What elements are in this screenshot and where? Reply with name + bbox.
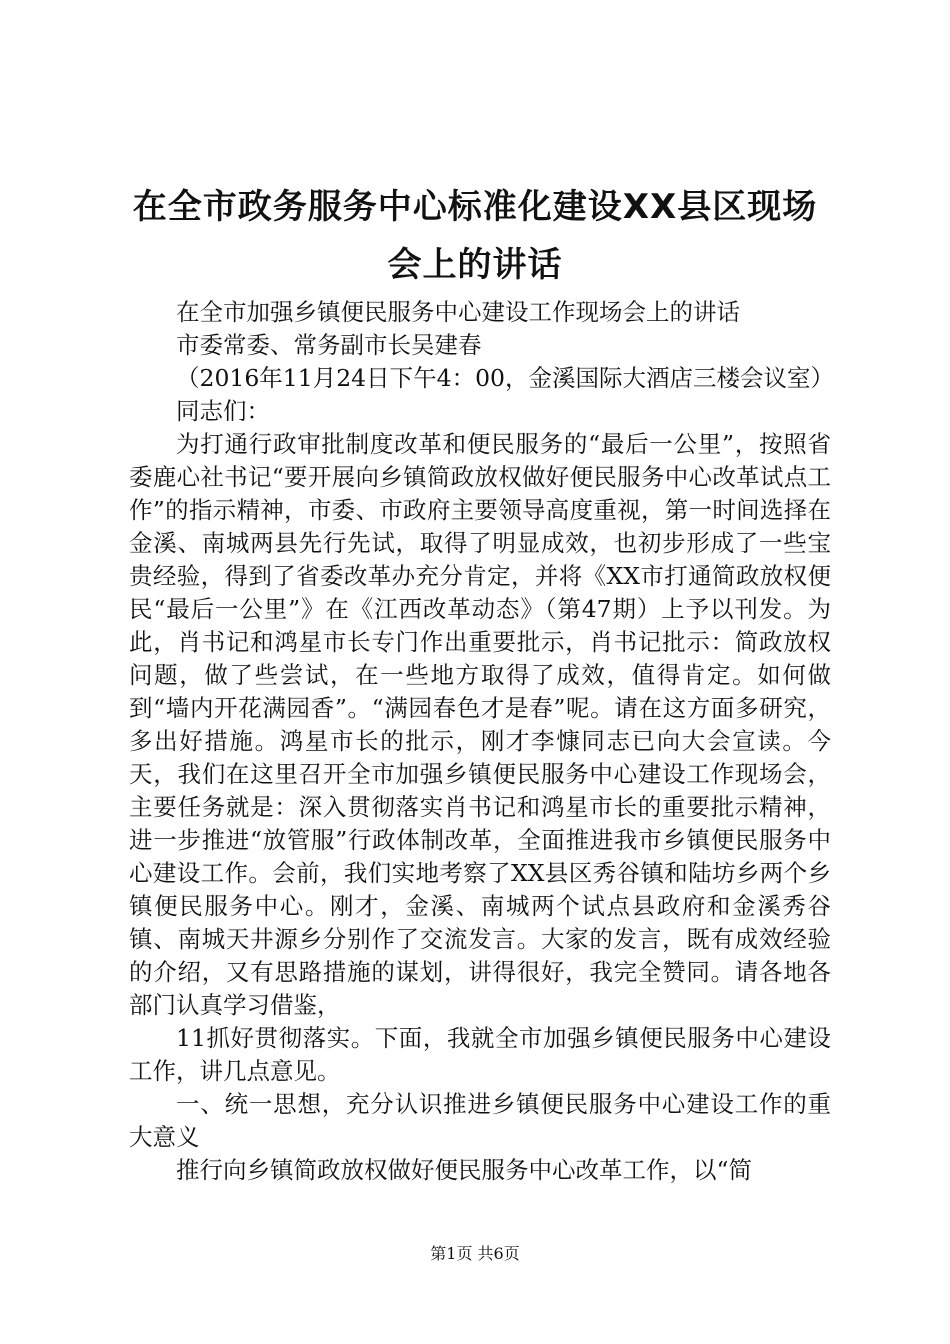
document-body bbox=[129, 296, 834, 1187]
body-paragraph: 11抓好贯彻落实。下面，我就全市加强乡镇便民服务中心建设工作，讲几点意见。 bbox=[129, 1024, 831, 1085]
speech-heading: 在全市加强乡镇便民服务中心建设工作现场会上的讲话 bbox=[176, 298, 740, 326]
body-paragraph: 为打通行政审批制度改革和便民服务的“最后一公里”，按照省委鹿心社书记“要开展向乡镇简政放权做好便民服务中心改革试点工作”的指示精神，市委、市政府主要领导高度重视，第一时间选择在金溪、南城两县先行先试，取得了明显成效，也初步形成了一些宝贵经验，得到了省委改革办充分肯定，并将《XX市打通简政放权便民“最后一公里”》在《江西改革动态》（第47期）上予以刊发。为此，肖书记和鸿星市长专门作出重要批示，肖书记批示：简政放权问题，做了些尝试，在一些地方取得了成效，值得肯定。如何做到“墙内开花满园香”。“满园春色才是春”呢。请在这方面多研究，多出好措施。鸿星市长的批示，刚才李慷同志已向大会宣读。今天，我们在这里召开全市加强乡镇便民服务中心建设工作现场会，主要任务就是：深入贯彻落实肖书记和鸿星市长的重要批示精神，进一步推进“放管服”行政体制改革，全面推进我市乡镇便民服务中心建设工作。会前，我们实地考察了XX县区秀谷镇和陆坊乡两个乡镇便民服务中心。刚才，金溪、南城两个试点县政府和金溪秀谷镇、南城天井源乡分别作了交流发言。大家的发言，既有成效经验的介绍，又有思路措施的谋划，讲得很好，我完全赞同。请各地各部门认真学习借鉴， bbox=[129, 430, 831, 1019]
section-heading: 一、统一思想，充分认识推进乡镇便民服务中心建设工作的重大意义 bbox=[129, 1090, 831, 1151]
salutation: 同志们： bbox=[176, 397, 270, 425]
speaker-line: 市委常委、常务副市长吴建春 bbox=[176, 331, 482, 359]
page-footer: 第1页 共6页 bbox=[430, 1244, 520, 1263]
date-location-line: （2016年11月24日下午4：00，金溪国际大酒店三楼会议室） bbox=[176, 364, 834, 392]
document-title: 在全市政务服务中心标准化建设XX县区现场会上的讲话 bbox=[132, 187, 818, 285]
body-paragraph: 推行向乡镇简政放权做好便民服务中心改革工作，以“简 bbox=[176, 1156, 753, 1184]
